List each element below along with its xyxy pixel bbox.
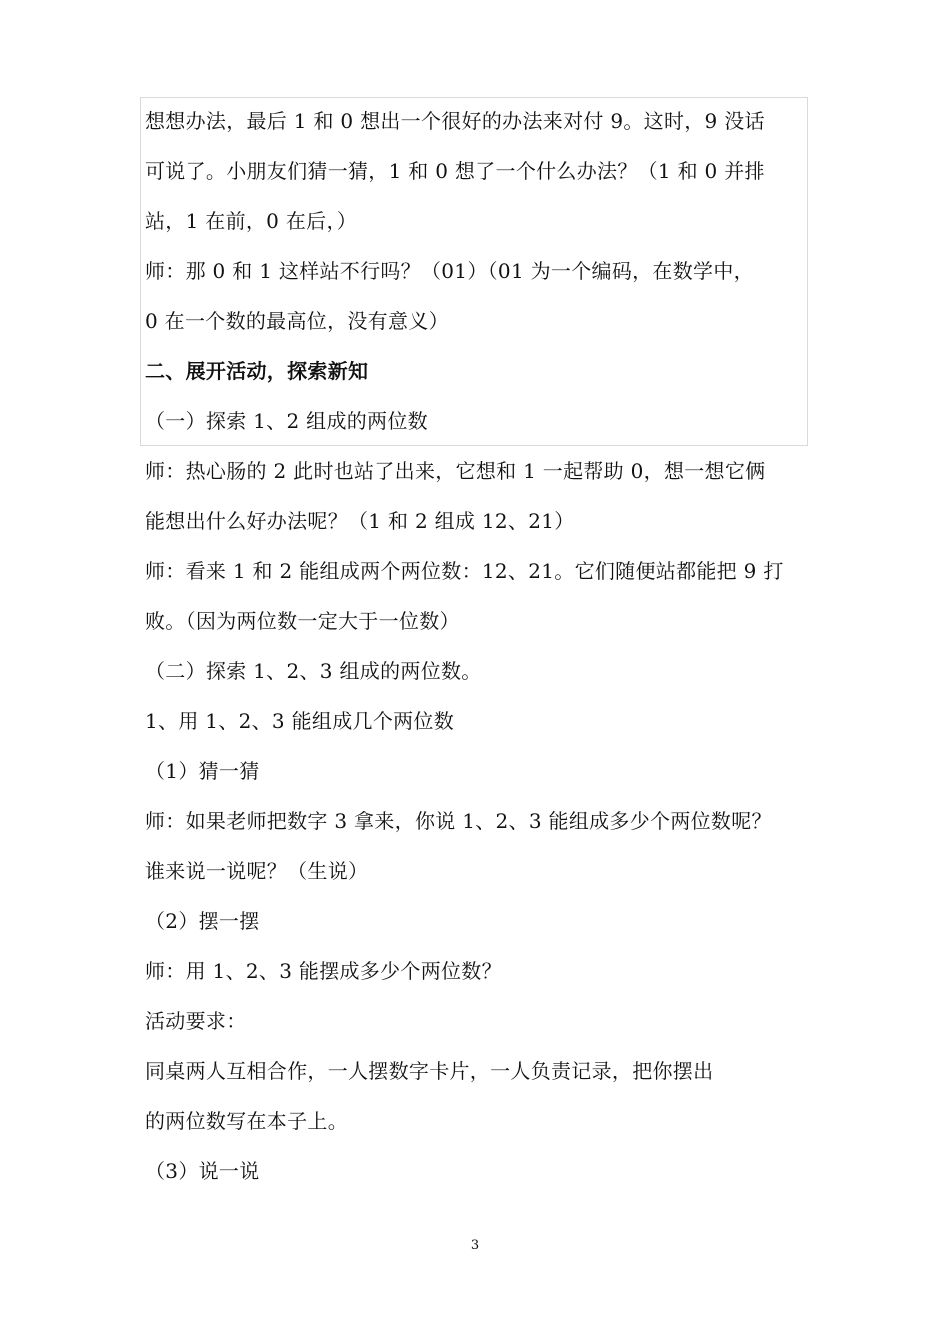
- text-line: 可说了。小朋友们猜一猜，1 和 0 想了一个什么办法？（1 和 0 并排: [145, 159, 765, 183]
- text-line: 想想办法，最后 1 和 0 想出一个很好的办法来对付 9。这时，9 没话: [145, 109, 765, 133]
- text-line: 师：看来 1 和 2 能组成两个两位数：12、21。它们随便站都能把 9 打: [145, 559, 784, 583]
- text-line: 的两位数写在本子上。: [145, 1109, 348, 1133]
- section-heading: 二、展开活动，探索新知: [145, 359, 369, 383]
- text-line: 师：热心肠的 2 此时也站了出来，它想和 1 一起帮助 0，想一想它俩: [145, 459, 766, 483]
- text-line: 1、用 1、2、3 能组成几个两位数: [145, 709, 455, 733]
- text-line: 同桌两人互相合作，一人摆数字卡片，一人负责记录，把你摆出: [145, 1059, 714, 1083]
- text-line: 败。（因为两位数一定大于一位数）: [145, 609, 460, 633]
- text-line: 师：如果老师把数字 3 拿来，你说 1、2、3 能组成多少个两位数呢？: [145, 809, 772, 833]
- text-line: 师：那 0 和 1 这样站不行吗？（01）（01 为一个编码，在数学中，: [145, 259, 754, 283]
- page-number: 3: [470, 1238, 480, 1253]
- text-line: 活动要求：: [145, 1009, 247, 1033]
- text-line: （3）说一说: [145, 1159, 260, 1183]
- subsection-heading: （二）探索 1、2、3 组成的两位数。: [145, 659, 482, 683]
- subsection-heading: （一）探索 1、2 组成的两位数: [145, 409, 428, 433]
- text-line: 谁来说一说呢？（生说）: [145, 859, 369, 883]
- text-line: 师：用 1、2、3 能摆成多少个两位数？: [145, 959, 502, 983]
- text-line: 能想出什么好办法呢？（1 和 2 组成 12、21）: [145, 509, 575, 533]
- text-line: （2）摆一摆: [145, 909, 260, 933]
- text-line: 站，1 在前，0 在后，）: [145, 209, 358, 233]
- text-line: 0 在一个数的最高位，没有意义）: [145, 309, 449, 333]
- text-line: （1）猜一猜: [145, 759, 260, 783]
